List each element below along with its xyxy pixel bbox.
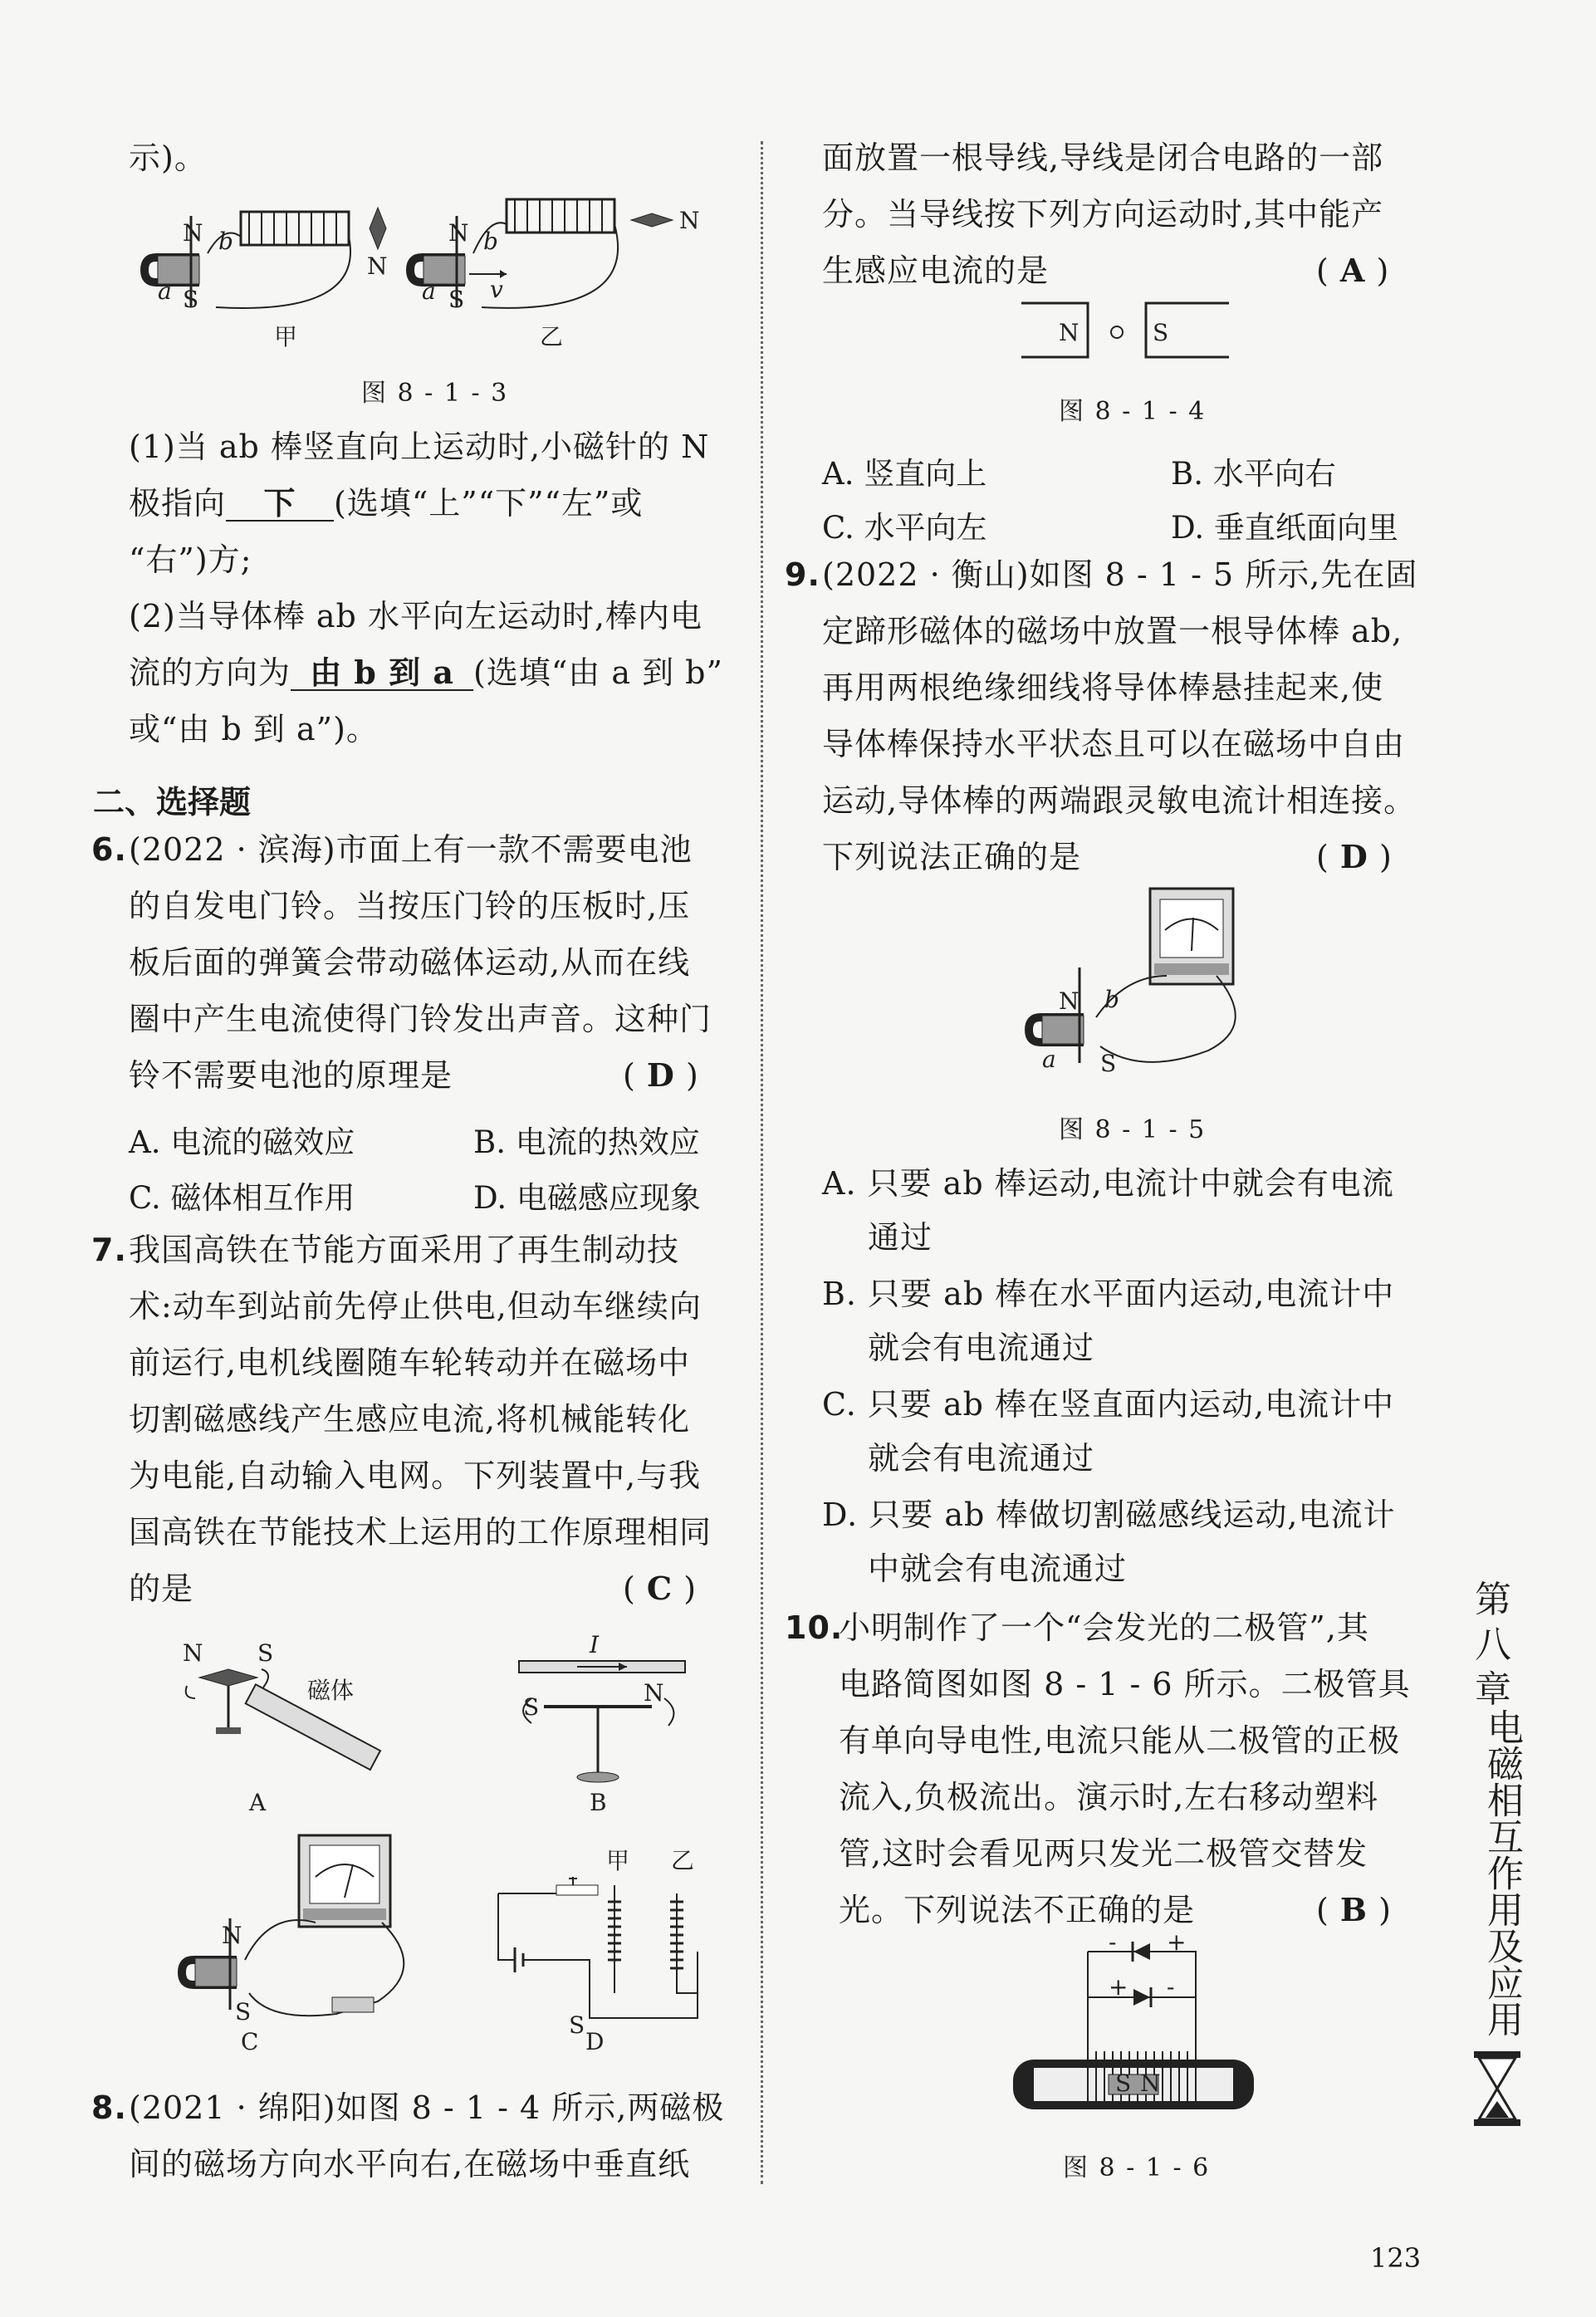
figure-8-1-4	[1021, 299, 1229, 365]
q9-number: 9.	[785, 556, 820, 593]
figure-caption-8-1-6: 图 8 - 1 - 6	[1063, 2153, 1211, 2182]
q8-option-d: D. 垂直纸面向里	[1171, 510, 1398, 546]
label-n: N	[183, 219, 203, 247]
label-s: S	[257, 1639, 274, 1667]
label-v: v	[490, 276, 503, 303]
figure-caption-8-1-3: 图 8 - 1 - 3	[361, 379, 509, 408]
q10-answer-bracket: ( B )	[1316, 1891, 1392, 1928]
label-n-yi: N	[448, 219, 469, 247]
label-yi: 乙	[671, 1847, 695, 1874]
label-n-yi-needle: N	[679, 207, 700, 234]
q8-line: 间的磁场方向水平向右,在磁场中垂直纸	[129, 2146, 691, 2182]
label-s: S	[1153, 319, 1169, 346]
label-a: a	[1042, 1046, 1056, 1073]
q9-option-d-line1: D. 只要 ab 棒做切割磁感线运动,电流计	[822, 1496, 1396, 1533]
q6-option-a: A. 电流的磁效应	[129, 1124, 355, 1160]
label-n-jia: N	[367, 252, 388, 280]
q9-answer: D	[1339, 838, 1368, 875]
q6-line: 的自发电门铃。当按压门铃的压板时,压	[129, 888, 691, 924]
q6-option-c: C. 磁体相互作用	[129, 1180, 355, 1216]
chapter-number: 第八章	[1475, 1579, 1511, 1711]
q8-number: 8.	[91, 2089, 127, 2126]
q6-option-d: D. 电磁感应现象	[473, 1180, 701, 1216]
chapter-title: 电磁相互作用及应用	[1481, 1708, 1523, 2037]
q6-line: 板后面的弹簧会带动磁体运动,从而在线	[129, 944, 691, 981]
q9-option-c-line1: C. 只要 ab 棒在竖直面内运动,电流计中	[822, 1386, 1395, 1423]
q5-1-answer: 下	[226, 487, 334, 522]
label-n: N	[1140, 2070, 1161, 2097]
label-n: N	[644, 1679, 664, 1707]
q7-line: 国高铁在节能技术上运用的工作原理相同	[129, 1514, 712, 1550]
q7-line: 术:动车到站前先停止供电,但动车继续向	[129, 1288, 702, 1325]
q9-option-d-line2: 中就会有电流通过	[868, 1550, 1128, 1587]
label-s: S	[183, 286, 199, 313]
q5-2-answer: 由 b 到 a	[291, 656, 473, 691]
label-jia: 甲	[606, 1847, 630, 1874]
q7-line: 我国高铁在节能方面采用了再生制动技	[129, 1232, 680, 1268]
q5-2-line2	[129, 656, 723, 691]
wire-cross-section-icon	[1111, 326, 1123, 338]
figure-8-1-6	[1009, 1928, 1258, 2118]
label-s: S	[1115, 2070, 1132, 2097]
q9-line: 再用两根绝缘细线将导体棒悬挂起来,使	[822, 669, 1384, 706]
section-heading-choice: 二、选择题	[93, 784, 252, 821]
label-n: N	[1059, 319, 1080, 346]
q8-answer: A	[1339, 252, 1366, 289]
q10-line: 小明制作了一个“会发光的二极管”,其	[839, 1609, 1369, 1646]
hourglass-icon	[1474, 2051, 1520, 2126]
q6-number: 6.	[91, 831, 127, 868]
q7-figure-b	[511, 1631, 710, 1819]
q7-line: 前运行,电机线圈随车轮转动并在磁场中	[129, 1345, 691, 1381]
label-current: I	[590, 1631, 600, 1658]
q5-2-line1: (2)当导体棒 ab 水平向左运动时,棒内电	[129, 598, 703, 634]
label-option-d: D	[585, 2028, 605, 2055]
q7-figure-c	[170, 1827, 436, 2055]
q10-answer: B	[1339, 1891, 1368, 1928]
label-plus-top: +	[1167, 1928, 1187, 1956]
label-s: S	[235, 1998, 252, 2026]
q7-answer-bracket: ( C )	[623, 1570, 698, 1607]
figure-caption-8-1-4: 图 8 - 1 - 4	[1059, 397, 1207, 426]
label-minus-top: -	[1109, 1928, 1117, 1956]
q6-option-b: B. 电流的热效应	[473, 1124, 700, 1160]
q8-option-c: C. 水平向左	[822, 510, 987, 546]
label-option-a: A	[249, 1789, 267, 1816]
q9-option-c-line2: 就会有电流通过	[868, 1440, 1095, 1477]
label-b: b	[218, 228, 233, 255]
q5-1-line3: “右”)方;	[129, 541, 252, 578]
q10-number: 10.	[785, 1609, 844, 1646]
figure-8-1-5	[1017, 884, 1233, 1084]
label-option-c: C	[241, 2028, 259, 2055]
q7-line: 为电能,自动输入电网。下列装置中,与我	[129, 1457, 702, 1494]
q8-line: (2021 · 绵阳)如图 8 - 1 - 4 所示,两磁极	[129, 2089, 725, 2126]
q9-line: 运动,导体棒的两端跟灵敏电流计相连接。	[822, 782, 1417, 819]
label-b: b	[1104, 986, 1119, 1013]
q9-option-a-line1: A. 只要 ab 棒运动,电流计中就会有电流	[822, 1165, 1394, 1202]
q9-answer-bracket: ( D )	[1316, 838, 1393, 875]
q8-cont-line: 生感应电流的是	[822, 252, 1050, 289]
q8-cont-line: 面放置一根导线,导线是闭合电路的一部	[822, 140, 1384, 176]
q5-1-text-b: (选填“上”“下”“左”或	[334, 485, 644, 522]
figure-8-1-3	[141, 191, 722, 357]
q7-figure-a	[170, 1636, 403, 1819]
compass-needle-yi	[631, 213, 673, 227]
label-n: N	[1059, 987, 1080, 1015]
q5-1-line1: (1)当 ab 棒竖直向上运动时,小磁针的 N	[129, 429, 710, 465]
label-n: N	[183, 1639, 203, 1667]
q8-option-b: B. 水平向右	[1171, 456, 1336, 492]
label-jia: 甲	[274, 323, 298, 350]
label-s: S	[523, 1693, 540, 1721]
q7-line: 切割磁感线产生感应电流,将机械能转化	[129, 1401, 691, 1438]
q9-line: 导体棒保持水平状态且可以在磁场中自由	[822, 726, 1406, 762]
label-option-b: B	[590, 1789, 607, 1816]
q7-answer: C	[646, 1570, 673, 1607]
q6-line: 圈中产生电流使得门铃发出声音。这种门	[129, 1001, 712, 1037]
q8-answer-bracket: ( A )	[1316, 252, 1390, 289]
label-magnet: 磁体	[307, 1677, 355, 1704]
q5-2-text-b: (选填“由 a 到 b”	[473, 654, 723, 691]
q7-number: 7.	[91, 1232, 127, 1268]
label-n: N	[222, 1922, 242, 1949]
q6-line: 铃不需要电池的原理是	[129, 1057, 453, 1094]
label-plus-bottom: +	[1109, 1973, 1128, 2001]
label-s: S	[1100, 1050, 1117, 1077]
compass-needle-jia	[370, 208, 386, 249]
label-b-yi: b	[483, 228, 498, 255]
diode-bottom-icon	[1133, 1989, 1150, 2006]
coil-jia	[208, 212, 350, 308]
diode-top-icon	[1133, 1943, 1150, 1960]
label-minus-bottom: -	[1167, 1973, 1175, 2001]
q8-option-a: A. 竖直向上	[822, 456, 987, 492]
q9-line: (2022 · 衡山)如图 8 - 1 - 5 所示,先在固	[822, 556, 1418, 593]
q7-line: 的是	[129, 1570, 194, 1607]
q10-line: 光。下列说法不正确的是	[839, 1892, 1196, 1928]
page-number: 123	[1370, 2242, 1422, 2274]
column-divider	[761, 141, 763, 2184]
q5-1-text-a: 极指向	[129, 485, 227, 522]
q9-option-a-line2: 通过	[868, 1219, 933, 1256]
label-a: a	[158, 277, 172, 305]
q8-cont-line: 分。当导线按下列方向运动时,其中能产	[822, 196, 1384, 233]
q7-figure-d	[490, 1827, 731, 2055]
label-s-yi: S	[448, 286, 465, 313]
intro-tail: 示)。	[129, 140, 207, 176]
q5-2-line3: 或“由 b 到 a”)。	[129, 711, 379, 747]
q9-option-b-line2: 就会有电流通过	[868, 1330, 1095, 1366]
q5-2-text-a: 流的方向为	[129, 654, 291, 691]
label-s: S	[569, 2011, 585, 2039]
q9-line: 定蹄形磁体的磁场中放置一根导体棒 ab,	[822, 613, 1403, 649]
q10-line: 有单向导电性,电流只能从二极管的正极	[839, 1722, 1401, 1759]
q9-line: 下列说法正确的是	[822, 839, 1082, 875]
label-yi: 乙	[540, 323, 564, 350]
q10-line: 流入,负极流出。演示时,左右移动塑料	[839, 1779, 1379, 1815]
q9-option-b-line1: B. 只要 ab 棒在水平面内运动,电流计中	[822, 1276, 1395, 1312]
q6-answer-bracket: ( D )	[623, 1056, 699, 1094]
q6-answer: D	[646, 1056, 675, 1094]
q5-1-line2	[129, 484, 644, 522]
q10-line: 电路简图如图 8 - 1 - 6 所示。二极管具	[839, 1666, 1411, 1702]
q10-line: 管,这时会看见两只发光二极管交替发	[839, 1835, 1368, 1872]
q6-line: (2022 · 滨海)市面上有一款不需要电池	[129, 831, 693, 868]
label-a-yi: a	[422, 277, 436, 305]
figure-caption-8-1-5: 图 8 - 1 - 5	[1059, 1115, 1207, 1144]
